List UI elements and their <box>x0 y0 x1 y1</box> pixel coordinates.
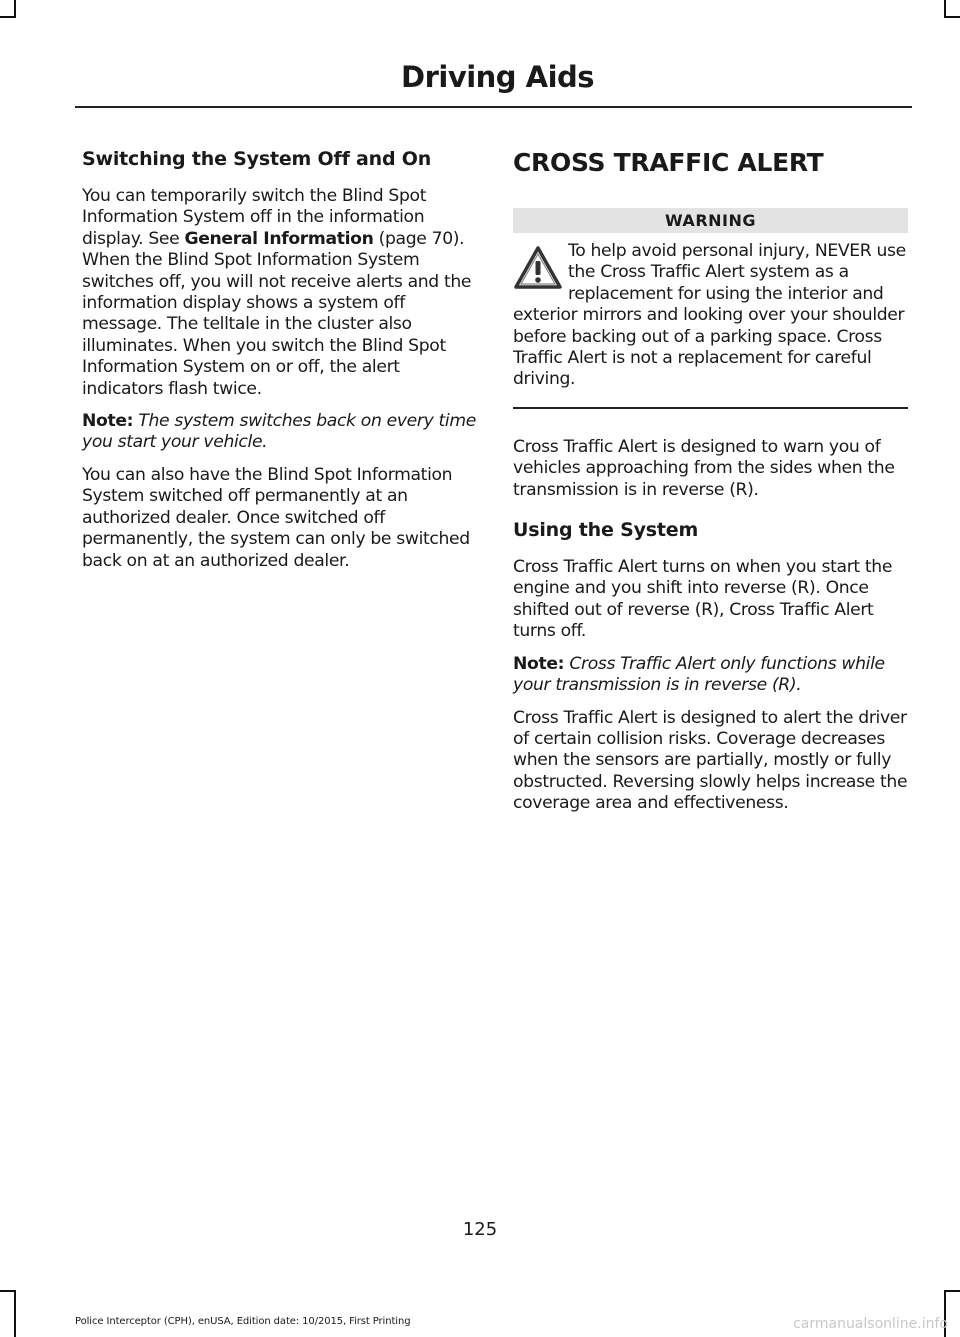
paragraph-permanent-off: You can also have the Blind Spot Information System switched off permanently at an authorized dealer. Once switched off permanently, the system can only be switched back on at an authorized dealer. <box>82 464 470 571</box>
warning-box <box>513 241 908 391</box>
right-column <box>513 146 908 826</box>
watermark: carmanualsonline.info <box>793 1316 948 1332</box>
cross-reference-link[interactable]: General Information <box>184 228 374 249</box>
note-text: Cross Traffic Alert only functions while your transmission is in reverse (R). <box>513 653 885 696</box>
left-column <box>82 146 477 583</box>
footer-edition-info: Police Interceptor (CPH), enUSA, Edition date: 10/2015, First Printing <box>75 1316 411 1327</box>
crop-mark-bottom-left-v <box>14 1290 16 1337</box>
section-heading-switching: Switching the System Off and On <box>82 148 432 170</box>
paragraph-coverage: Cross Traffic Alert is designed to alert the driver of certain collision risks. Coverage decreases when the sensors are partially, mostly or fully obstructed. Reversing slowly helps increase the coverage area and effectiveness. <box>513 707 908 814</box>
paragraph-text: (page 70). When the Blind Spot Information System switches off, you will not receive alerts and the information display shows a system off message. The telltale in the cluster also illuminates. When you switch the Blind Spot Information System on or off, the alert indicators flash twice. <box>82 228 472 399</box>
section-heading-cross-traffic-alert: CROSS TRAFFIC ALERT <box>513 148 824 177</box>
crop-mark-top-left-h <box>0 16 16 18</box>
crop-mark-bottom-right-h <box>944 1290 960 1292</box>
page-header-title: Driving Aids <box>401 60 595 94</box>
note-text: The system switches back on every time you start your vehicle. <box>82 411 476 453</box>
crop-mark-top-right-h <box>944 16 960 18</box>
paragraph-cta-intro: Cross Traffic Alert is designed to warn you of vehicles approaching from the sides when the transmission is in reverse (R). <box>513 436 895 500</box>
crop-mark-bottom-left-h <box>0 1290 16 1292</box>
paragraph-switch-off <box>82 186 477 400</box>
paragraph-using-system: Cross Traffic Alert turns on when you start the engine and you shift into reverse (R). Once shifted out of reverse (R), Cross Traffic Alert turns off. <box>513 557 893 642</box>
header-divider <box>75 106 912 108</box>
warning-triangle-icon <box>513 245 563 291</box>
warning-divider <box>513 407 908 409</box>
warning-header: WARNING <box>513 208 908 233</box>
paragraph-text: You can temporarily switch the Blind Spot Information System off in the information display. See <box>82 186 427 249</box>
page-number: 125 <box>462 1219 498 1240</box>
note-label: Note: <box>513 653 565 674</box>
note-label: Note: <box>82 411 134 432</box>
note-paragraph <box>513 654 908 697</box>
note-paragraph <box>82 411 477 454</box>
warning-text: To help avoid personal injury, NEVER use the Cross Traffic Alert system as a replacement for using the interior and exterior mirrors and looking over your shoulder before backing out of a parking space. Cross Traffic Alert is not a replacement for careful driving. <box>513 241 906 390</box>
section-heading-using-system: Using the System <box>513 519 699 542</box>
